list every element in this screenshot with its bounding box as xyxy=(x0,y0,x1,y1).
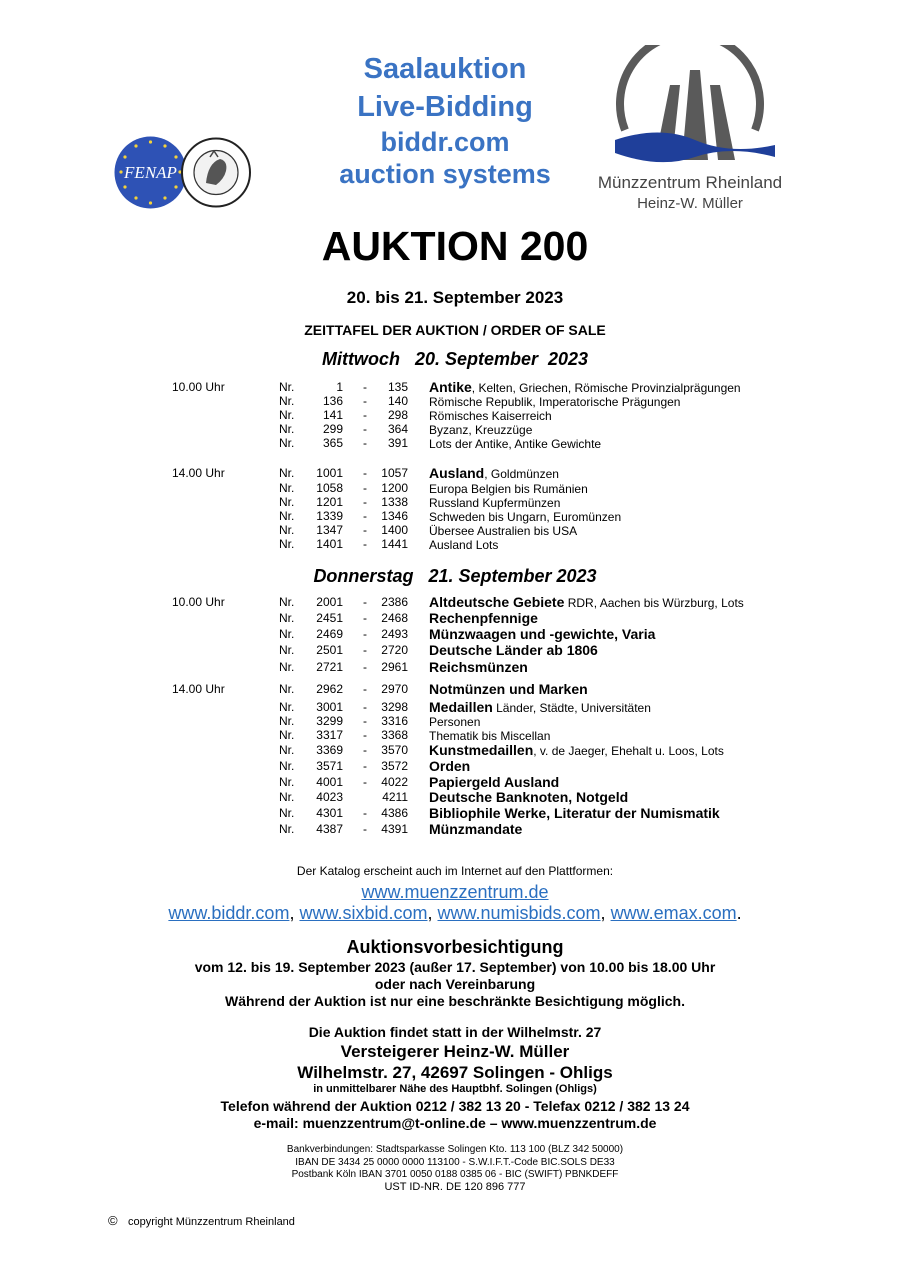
row-to: 3570 xyxy=(381,743,408,757)
row-detail: Römisches Kaiserreich xyxy=(429,409,552,423)
row-category: Orden xyxy=(429,758,471,774)
schedule-row xyxy=(0,714,900,728)
copyright-icon: © xyxy=(108,1213,118,1228)
row-category: Ausland xyxy=(429,465,485,481)
logo-subname: Heinz-W. Müller xyxy=(637,195,743,212)
row-to: 3572 xyxy=(381,759,408,773)
schedule-row xyxy=(0,759,900,773)
link-separator: , xyxy=(427,903,438,923)
row-nr: Nr. xyxy=(279,790,295,804)
row-to: 1346 xyxy=(381,509,408,523)
catalog-intro: Der Katalog erscheint auch im Internet auf den Plattformen: xyxy=(296,864,614,878)
row-time: 10.00 Uhr xyxy=(172,380,225,394)
auction-title: AUKTION 200 xyxy=(321,223,589,269)
row-description xyxy=(429,790,628,805)
row-dash: - xyxy=(363,495,367,509)
row-to: 4386 xyxy=(381,806,408,820)
row-detail: Ausland Lots xyxy=(429,538,499,552)
schedule-row xyxy=(0,422,900,436)
schedule-row xyxy=(0,775,900,789)
row-nr: Nr. xyxy=(279,436,295,450)
row-nr: Nr. xyxy=(279,714,295,728)
catalog-links xyxy=(0,903,900,924)
row-to: 2386 xyxy=(381,595,408,609)
row-detail: Übersee Australien bis USA xyxy=(429,524,578,538)
row-from: 2962 xyxy=(316,682,343,696)
row-category: Altdeutsche Gebiete xyxy=(429,594,565,610)
row-detail: RDR, Aachen bis Würzburg, Lots xyxy=(564,596,744,610)
row-description xyxy=(429,466,559,481)
row-from: 2469 xyxy=(316,627,343,641)
row-to: 140 xyxy=(387,394,408,408)
row-dash: - xyxy=(363,481,367,495)
row-dash: - xyxy=(363,822,367,836)
row-dash: - xyxy=(363,611,367,625)
row-category: Bibliophile Werke, Literatur der Numismatik xyxy=(429,805,720,821)
row-nr: Nr. xyxy=(279,660,295,674)
row-from: 4023 xyxy=(316,790,343,804)
row-detail: Personen xyxy=(429,715,481,729)
row-category: Deutsche Banknoten, Notgeld xyxy=(429,789,629,805)
row-from: 4387 xyxy=(316,822,343,836)
day1-heading: Mittwoch 20. September 2023 xyxy=(321,349,589,369)
row-from: 2721 xyxy=(316,660,343,674)
verband-logo xyxy=(180,135,252,210)
row-dash: - xyxy=(363,806,367,820)
row-category: Antike xyxy=(429,379,472,395)
row-time: 14.00 Uhr xyxy=(172,682,225,696)
row-from: 3317 xyxy=(316,728,343,742)
row-category: Münzmandate xyxy=(429,821,523,837)
schedule-row xyxy=(0,611,900,625)
row-dash: - xyxy=(363,436,367,450)
row-dash: - xyxy=(363,759,367,773)
row-from: 4001 xyxy=(316,775,343,789)
row-from: 141 xyxy=(322,408,343,422)
row-to: 4391 xyxy=(381,822,408,836)
row-from: 3299 xyxy=(316,714,343,728)
schedule-row xyxy=(0,806,900,820)
row-description xyxy=(429,595,744,610)
row-description xyxy=(429,394,680,409)
bank-line1: Bankverbindungen: Stadtsparkasse Solingen Kto. 113 100 (BLZ 342 50000) xyxy=(286,1144,624,1155)
row-description xyxy=(429,627,655,642)
row-dash: - xyxy=(363,394,367,408)
schedule-row xyxy=(0,743,900,757)
row-description xyxy=(429,728,550,743)
row-nr: Nr. xyxy=(279,759,295,773)
row-detail: , Kelten, Griechen, Römische Provinzialprägungen xyxy=(471,381,741,395)
row-from: 1 xyxy=(336,380,343,394)
row-category: Rechenpfennige xyxy=(429,610,538,626)
preview-title: Auktionsvorbesichtigung xyxy=(346,937,564,957)
row-nr: Nr. xyxy=(279,481,295,495)
row-nr: Nr. xyxy=(279,775,295,789)
row-nr: Nr. xyxy=(279,611,295,625)
row-nr: Nr. xyxy=(279,728,295,742)
row-from: 2001 xyxy=(316,595,343,609)
row-to: 298 xyxy=(387,408,408,422)
row-to: 4022 xyxy=(381,775,408,789)
schedule-row xyxy=(0,643,900,657)
row-dash: - xyxy=(363,660,367,674)
row-description xyxy=(429,611,538,626)
row-to: 2970 xyxy=(381,682,408,696)
row-from: 4301 xyxy=(316,806,343,820)
row-description xyxy=(429,537,498,552)
link-numisbids[interactable]: www.numisbids.com xyxy=(437,903,601,923)
row-nr: Nr. xyxy=(279,466,295,480)
row-description xyxy=(429,523,577,538)
link-separator: , xyxy=(289,903,300,923)
row-category: Reichsmünzen xyxy=(429,659,528,675)
row-detail: Römische Republik, Imperatorische Prägungen xyxy=(429,395,681,409)
schedule-row xyxy=(0,660,900,674)
row-dash: - xyxy=(363,728,367,742)
row-from: 2451 xyxy=(316,611,343,625)
row-category: Papiergeld Ausland xyxy=(429,774,560,790)
row-nr: Nr. xyxy=(279,523,295,537)
row-from: 299 xyxy=(322,422,343,436)
row-nr: Nr. xyxy=(279,806,295,820)
row-nr: Nr. xyxy=(279,743,295,757)
preview-line1: vom 12. bis 19. September 2023 (außer 17. September) von 10.00 bis 18.00 Uhr xyxy=(194,959,716,975)
link-sixbid[interactable]: www.sixbid.com xyxy=(299,903,428,923)
row-detail: Russland Kupfermünzen xyxy=(429,496,561,510)
catalog-main-link-wrap xyxy=(0,882,900,903)
schedule-row xyxy=(0,822,900,836)
logo-name: Münzzentrum Rheinland xyxy=(597,173,783,192)
bank-line4: UST ID-NR. DE 120 896 777 xyxy=(384,1181,526,1193)
row-dash: - xyxy=(363,380,367,394)
row-from: 3001 xyxy=(316,700,343,714)
row-nr: Nr. xyxy=(279,643,295,657)
row-time: 10.00 Uhr xyxy=(172,595,225,609)
row-category: Notmünzen und Marken xyxy=(429,681,588,697)
schedule-row xyxy=(0,436,900,450)
copyright-text: copyright Münzzentrum Rheinland xyxy=(128,1216,295,1228)
schedule-row xyxy=(0,627,900,641)
row-dash: - xyxy=(363,595,367,609)
row-nr: Nr. xyxy=(279,537,295,551)
schedule-row xyxy=(0,481,900,495)
row-dash: - xyxy=(363,643,367,657)
row-to: 1057 xyxy=(381,466,408,480)
row-nr: Nr. xyxy=(279,700,295,714)
row-detail: Thematik bis Miscellan xyxy=(429,729,551,743)
schedule-row xyxy=(0,495,900,509)
link-end: . xyxy=(736,903,742,923)
row-to: 3316 xyxy=(381,714,408,728)
row-nr: Nr. xyxy=(279,380,295,394)
schedule-row xyxy=(0,682,900,696)
schedule-row xyxy=(0,380,900,394)
row-to: 135 xyxy=(387,380,408,394)
schedule-row xyxy=(0,790,900,804)
header-live-bidding: Live-Bidding xyxy=(357,91,533,123)
row-to: 364 xyxy=(387,422,408,436)
venue-email: e-mail: muenzzentrum@t-online.de – www.muenzzentrum.de xyxy=(253,1115,657,1131)
schedule-row xyxy=(0,523,900,537)
row-to: 1338 xyxy=(381,495,408,509)
link-emax[interactable]: www.emax.com xyxy=(610,903,737,923)
row-from: 1001 xyxy=(316,466,343,480)
row-from: 136 xyxy=(322,394,343,408)
row-description xyxy=(429,408,552,423)
row-nr: Nr. xyxy=(279,509,295,523)
row-dash: - xyxy=(363,523,367,537)
row-dash: - xyxy=(363,682,367,696)
row-description xyxy=(429,481,588,496)
schedule-row xyxy=(0,728,900,742)
row-dash: - xyxy=(363,700,367,714)
row-nr: Nr. xyxy=(279,422,295,436)
row-description xyxy=(429,822,522,837)
row-description xyxy=(429,806,720,821)
venue-phone: Telefon während der Auktion 0212 / 382 13 20 - Telefax 0212 / 382 13 24 xyxy=(220,1098,690,1114)
schedule-row xyxy=(0,537,900,551)
order-title: ZEITTAFEL DER AUKTION / ORDER OF SALE xyxy=(304,322,606,338)
venue-line3: Wilhelmstr. 27, 42697 Solingen - Ohligs xyxy=(297,1063,613,1082)
schedule-row xyxy=(0,408,900,422)
row-description xyxy=(429,495,560,510)
svg-text:FENAP: FENAP xyxy=(124,163,177,182)
row-dash: - xyxy=(363,422,367,436)
row-dash: - xyxy=(363,509,367,523)
row-description xyxy=(429,682,588,697)
row-to: 2468 xyxy=(381,611,408,625)
row-from: 365 xyxy=(322,436,343,450)
row-dash: - xyxy=(363,466,367,480)
row-from: 3369 xyxy=(316,743,343,757)
row-nr: Nr. xyxy=(279,822,295,836)
row-description xyxy=(429,643,598,658)
row-from: 2501 xyxy=(316,643,343,657)
row-dash: - xyxy=(363,775,367,789)
schedule-row xyxy=(0,700,900,714)
row-dash: - xyxy=(363,714,367,728)
row-dash: - xyxy=(363,627,367,641)
fenap-logo xyxy=(113,135,188,210)
row-from: 1058 xyxy=(316,481,343,495)
bank-line2: IBAN DE 3434 25 0000 0000 113100 - S.W.I.F.T.-Code BIC.SOLS DE33 xyxy=(295,1157,615,1168)
row-category: Münzwaagen und -gewichte, Varia xyxy=(429,626,656,642)
muenzzentrum-logo xyxy=(610,45,780,175)
day2-heading: Donnerstag 21. September 2023 xyxy=(313,566,597,586)
row-nr: Nr. xyxy=(279,627,295,641)
row-to: 3368 xyxy=(381,728,408,742)
row-description xyxy=(429,380,741,395)
row-nr: Nr. xyxy=(279,408,295,422)
link-biddr[interactable]: www.biddr.com xyxy=(168,903,290,923)
preview-line3: Während der Auktion ist nur eine beschränkte Besichtigung möglich. xyxy=(225,993,685,1009)
row-category: Medaillen xyxy=(429,699,493,715)
row-from: 1339 xyxy=(316,509,343,523)
row-detail: , v. de Jaeger, Ehehalt u. Loos, Lots xyxy=(533,744,724,758)
link-separator: , xyxy=(600,903,611,923)
row-from: 1347 xyxy=(316,523,343,537)
row-to: 2493 xyxy=(381,627,408,641)
row-dash: - xyxy=(363,743,367,757)
row-to: 4211 xyxy=(382,790,408,804)
row-description xyxy=(429,422,532,437)
row-to: 1400 xyxy=(381,523,408,537)
row-dash: - xyxy=(363,537,367,551)
schedule-row xyxy=(0,466,900,480)
row-detail: , Goldmünzen xyxy=(484,467,559,481)
row-time: 14.00 Uhr xyxy=(172,466,225,480)
row-description xyxy=(429,700,651,715)
row-to: 2961 xyxy=(381,660,408,674)
row-detail: Europa Belgien bis Rumänien xyxy=(429,482,588,496)
row-detail: Länder, Städte, Universitäten xyxy=(492,701,651,715)
row-description xyxy=(429,775,559,790)
header-biddr: biddr.com xyxy=(380,127,510,157)
venue-line2: Versteigerer Heinz-W. Müller xyxy=(340,1042,570,1061)
schedule-row xyxy=(0,509,900,523)
row-nr: Nr. xyxy=(279,595,295,609)
bank-line3: Postbank Köln IBAN 3701 0050 0188 0385 06 - BIC (SWIFT) PBNKDEFF xyxy=(291,1169,619,1180)
venue-line4: in unmittelbarer Nähe des Hauptbhf. Solingen (Ohligs) xyxy=(313,1083,597,1095)
row-nr: Nr. xyxy=(279,394,295,408)
row-category: Kunstmedaillen xyxy=(429,742,534,758)
schedule-row xyxy=(0,394,900,408)
row-detail: Byzanz, Kreuzzüge xyxy=(429,423,533,437)
row-nr: Nr. xyxy=(279,495,295,509)
auction-dates: 20. bis 21. September 2023 xyxy=(346,288,564,307)
row-category: Deutsche Länder ab 1806 xyxy=(429,642,598,658)
row-to: 1200 xyxy=(381,481,408,495)
schedule-row xyxy=(0,595,900,609)
row-to: 1441 xyxy=(381,537,408,551)
row-detail: Schweden bis Ungarn, Euromünzen xyxy=(429,510,622,524)
row-dash: - xyxy=(363,408,367,422)
row-from: 1401 xyxy=(316,537,343,551)
link-muenzzentrum[interactable]: www.muenzzentrum.de xyxy=(361,882,549,902)
preview-line2: oder nach Vereinbarung xyxy=(374,976,536,992)
row-to: 391 xyxy=(387,436,408,450)
row-from: 3571 xyxy=(316,759,343,773)
row-description xyxy=(429,759,470,774)
row-to: 3298 xyxy=(381,700,408,714)
row-to: 2720 xyxy=(381,643,408,657)
row-from: 1201 xyxy=(316,495,343,509)
row-description xyxy=(429,714,480,729)
row-description xyxy=(429,436,601,451)
header-saalauktion: Saalauktion xyxy=(363,53,527,85)
row-nr: Nr. xyxy=(279,682,295,696)
header-auction-systems: auction systems xyxy=(339,159,551,189)
row-description xyxy=(429,509,621,524)
row-description xyxy=(429,743,724,758)
venue-line1: Die Auktion findet statt in der Wilhelmstr. 27 xyxy=(308,1024,602,1040)
row-detail: Lots der Antike, Antike Gewichte xyxy=(429,437,602,451)
row-description xyxy=(429,660,528,675)
